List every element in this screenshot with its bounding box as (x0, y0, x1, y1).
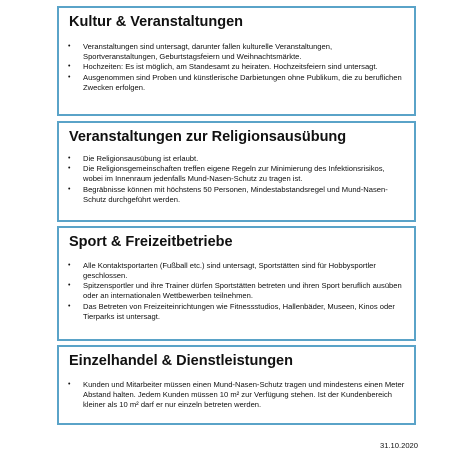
list-item: • Das Betreten von Freizeiteinrichtungen wie Fitnessstudios, Hallenbäder, Museen, Kinos oder Tierparks ist untersagt. (68, 301, 395, 321)
list-item: • Veranstaltungen sind untersagt, darunter fallen kulturelle Veranstaltungen, Sportveranstaltungen, Geburtstagsfeiern und Weihnachtsmärkte. (68, 42, 333, 61)
bullet-icon: • (68, 43, 71, 50)
section-sport-freizeitbetriebe (57, 226, 416, 341)
bullet-icon: • (68, 155, 71, 162)
list-item: • Die Religionsgemeinschaften treffen eigene Regeln zur Minimierung des Infektionsrisikos, wobei im Innenraum jedenfalls Mund-Nasen-Schutz zu tragen ist. (68, 164, 385, 184)
bullet-icon: • (68, 165, 71, 173)
bullet-list (59, 42, 406, 93)
bullet-icon: • (68, 185, 71, 193)
section-religionsausuebung (57, 121, 416, 222)
bullet-icon: • (68, 262, 71, 269)
section-title: Kultur & Veranstaltungen (69, 14, 244, 30)
section-title: Einzelhandel & Dienstleistungen (69, 353, 293, 369)
bullet-icon: • (68, 302, 71, 310)
bullet-icon: • (68, 282, 71, 290)
list-item: • Ausgenommen sind Proben und künstlerische Darbietungen ohne Publikum, die zu beruflichen Zwecken erfolgen. (68, 72, 402, 92)
section-einzelhandel-dienstleistungen (57, 345, 416, 425)
section-kultur-veranstaltungen (57, 6, 416, 116)
bullet-list (59, 261, 406, 322)
list-item: • Die Religionsausübung ist erlaubt. (68, 154, 199, 163)
bullet-list (59, 380, 406, 410)
list-item: • Alle Kontaktsportarten (Fußball etc.) sind untersagt, Sportstätten sind für Hobbysportler geschlossen. (68, 261, 376, 280)
bullet-icon: • (68, 63, 71, 71)
list-item: • Hochzeiten: Es ist möglich, am Standesamt zu heiraten. Hochzeitsfeiern sind untersagt. (68, 62, 378, 72)
section-title: Veranstaltungen zur Religionsausübung (69, 129, 347, 145)
list-item: • Kunden und Mitarbeiter müssen einen Mund-Nasen-Schutz tragen und mindestens einen Meter Abstand halten. Jedem Kunden müssen 10 m² zur Verfügung stehen. Ist der Kundenbereich kleiner als 10 m² darf er nur einzeln betreten werden. (68, 380, 405, 409)
bullet-icon: • (68, 73, 71, 81)
bullet-icon: • (68, 381, 71, 388)
bullet-list (59, 154, 406, 205)
list-item: • Spitzensportler und ihre Trainer dürfen Sportstätten betreten und ihren Sport beruflich ausüben oder an internationalen Wettbewerben teilnehmen. (68, 281, 402, 301)
list-item: • Begräbnisse können mit höchstens 50 Personen, Mindestabstandsregel und Mund-Nasen-Schutz durchgeführt werden. (68, 184, 388, 204)
section-title: Sport & Freizeitbetriebe (69, 234, 233, 250)
document-date: 31.10.2020 (379, 441, 418, 450)
